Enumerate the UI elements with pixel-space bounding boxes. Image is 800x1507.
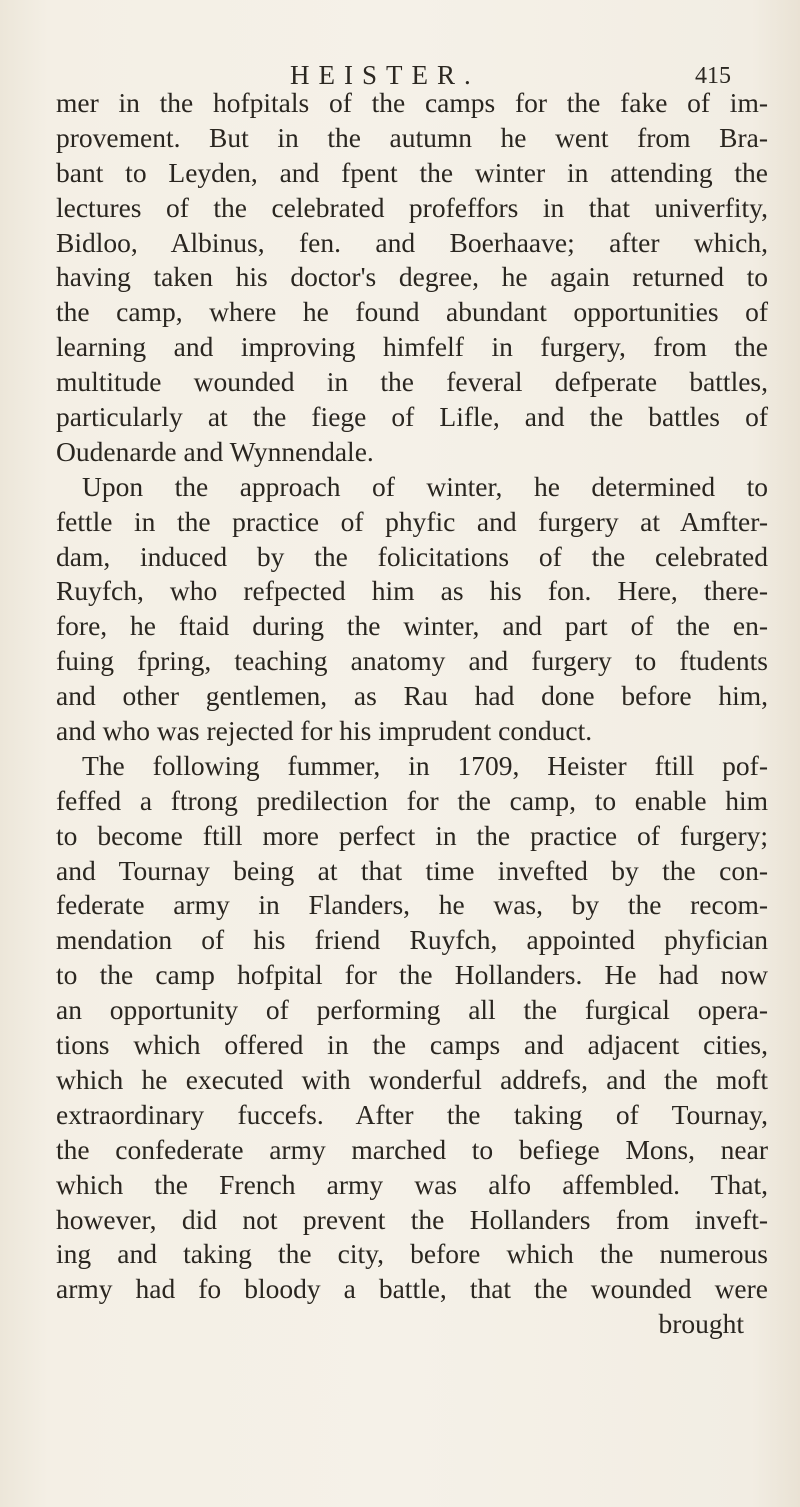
text-line: an opportunity of performing all the furgical opera- (56, 994, 768, 1026)
text-line: bant to Leyden, and fpent the winter in attending the (56, 156, 768, 188)
text-line: and other gentlemen, as Rau had done before him, (56, 680, 768, 712)
text-line: and Tournay being at that time invefted by the con- (56, 854, 768, 886)
text-line: learning and improving himfelf in furgery, from the (56, 331, 768, 363)
text-line: however, did not prevent the Hollanders from inveft- (56, 1203, 768, 1235)
text-line: and who was rejected for his imprudent conduct. (56, 715, 593, 747)
text-line: mer in the hofpitals of the camps for the fake of im- (56, 87, 768, 118)
text-line: particularly at the fiege of Lifle, and the battles of (56, 401, 768, 433)
text-line: multitude wounded in the feveral defperate battles, (56, 366, 768, 398)
text-line: Ruyfch, who refpected him as his fon. Here, there- (56, 575, 768, 607)
running-head: HEISTER. (290, 60, 480, 90)
page-number: 415 (695, 63, 731, 89)
text-line: mendation of his friend Ruyfch, appointed phyfician (56, 924, 768, 956)
text-line: the confederate army marched to befiege Mons, near (56, 1133, 768, 1165)
text-line: fuing fpring, teaching anatomy and furgery to ftudents (56, 645, 768, 677)
text-line: fore, he ftaid during the winter, and part of the en- (56, 610, 768, 642)
text-line: Oudenarde and Wynnendale. (56, 435, 374, 467)
text-line: ing and taking the city, before which the numerous (56, 1238, 768, 1270)
text-line: provement. But in the autumn he went from Bra- (56, 121, 768, 153)
text-line: federate army in Flanders, he was, by the recom- (56, 889, 768, 921)
paragraph-start-line: The following fummer, in 1709, Heister ftill pof- (82, 749, 768, 781)
body-text (56, 86, 768, 1342)
text-line: army had fo bloody a battle, that the wounded were (56, 1273, 768, 1305)
text-line: to become ftill more perfect in the practice of furgery; (56, 819, 768, 851)
text-line: feffed a ftrong predilection for the camp, to enable him (56, 784, 768, 816)
text-line: which the French army was alfo affembled. That, (56, 1168, 768, 1200)
text-line: the camp, where he found abundant opportunities of (56, 296, 768, 328)
paragraph-start-line: Upon the approach of winter, he determined to (82, 470, 768, 502)
text-line: extraordinary fuccefs. After the taking of Tournay, (56, 1098, 768, 1130)
text-line: dam, induced by the folicitations of the celebrated (56, 540, 768, 572)
catchword: brought (658, 1308, 744, 1340)
text-line: fettle in the practice of phyfic and furgery at Amfter- (56, 505, 768, 537)
text-line: tions which offered in the camps and adjacent cities, (56, 1029, 768, 1061)
text-line: Bidloo, Albinus, fen. and Boerhaave; after which, (56, 226, 768, 258)
text-line: to the camp hofpital for the Hollanders. He had now (56, 959, 768, 991)
text-line: having taken his doctor's degree, he again returned to (56, 261, 768, 293)
text-line: lectures of the celebrated profeffors in that univerfity, (56, 191, 768, 223)
text-line: which he executed with wonderful addrefs, and the moft (56, 1063, 768, 1095)
